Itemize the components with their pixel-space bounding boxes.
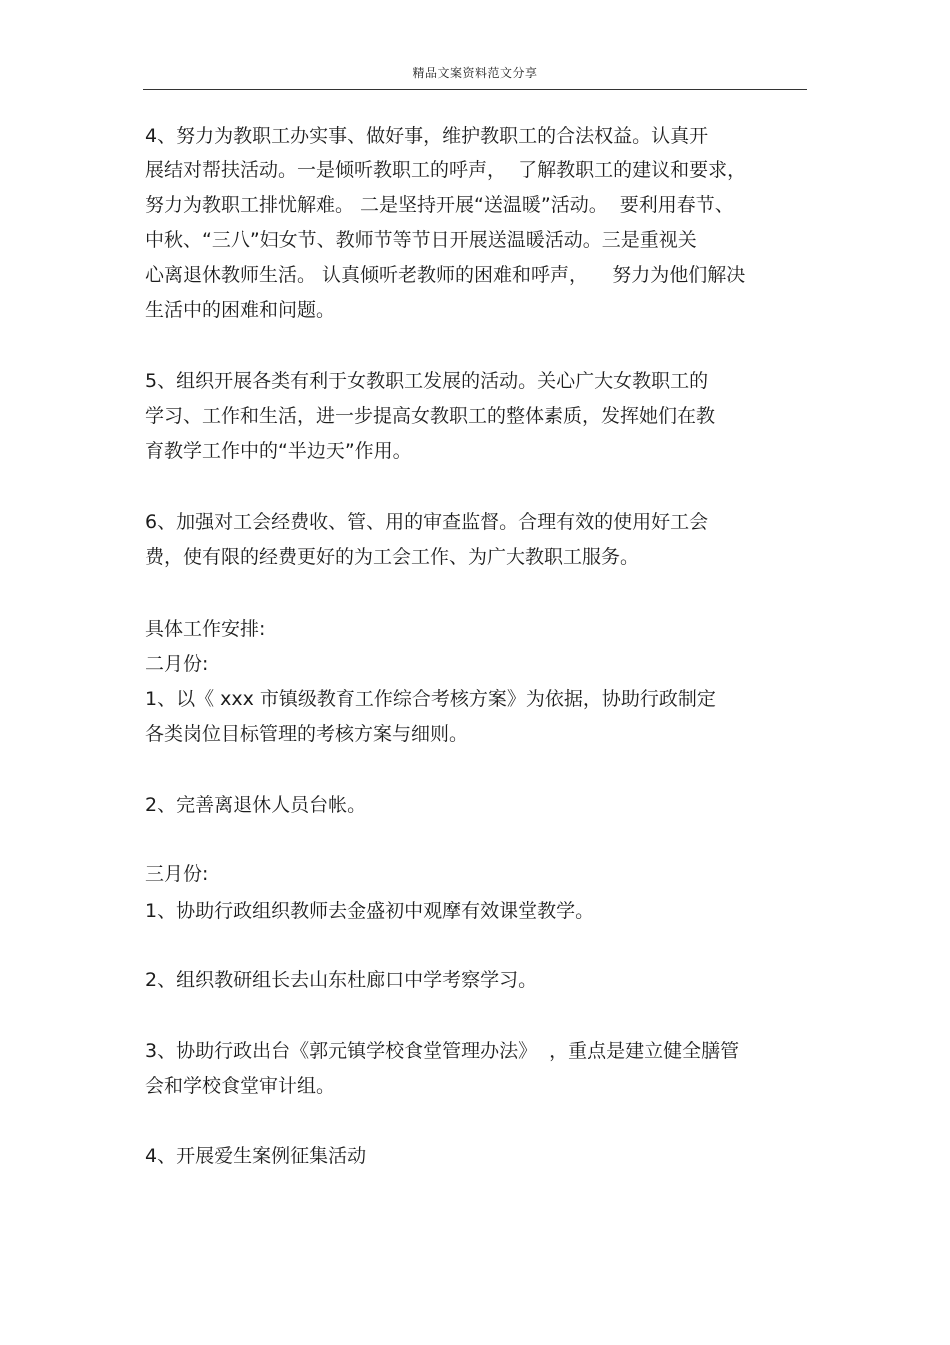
text-line: 生活中的困难和问题。 [145,299,336,321]
text-line: 各类岗位目标管理的考核方案与细则。 [145,723,469,745]
text-line: 4、开展爱生案例征集活动 [145,1145,367,1167]
text-line: 1、以《 xxx 市镇级教育工作综合考核方案》为依据，协助行政制定 [145,688,716,710]
text-line: 费，使有限的经费更好的为工会工作、为广大教职工服务。 [145,546,640,568]
month-heading: 三月份: [145,863,209,885]
text-line: 3、协助行政出台《郭元镇学校食堂管理办法》 ，重点是建立健全膳管 [145,1040,740,1062]
text-line: 5、组织开展各类有利于女教职工发展的活动。关心广大女教职工的 [145,370,709,392]
page-header-title: 精品文案资料范文分享 [412,66,538,80]
header-divider [143,89,807,90]
text-line: 1、协助行政组织教师去金盛初中观摩有效课堂教学。 [145,900,595,922]
text-line: 育教学工作中的“半边天”作用。 [145,440,412,462]
text-line: 展结对帮扶活动。一是倾听教职工的呼声， 了解教职工的建议和要求， [145,159,747,181]
text-line: 会和学校食堂审计组。 [145,1075,336,1097]
text-line: 心离退休教师生活。 认真倾听老教师的困难和呼声， 努力为他们解决 [145,264,746,286]
text-line: 中秋、“三八”妇女节、教师节等节日开展送温暖活动。三是重视关 [145,229,697,251]
text-line: 努力为教职工排忧解难。 二是坚持开展“送温暖”活动。 要利用春节、 [145,194,734,216]
month-heading: 二月份: [145,653,209,675]
text-line: 学习、工作和生活，进一步提高女教职工的整体素质，发挥她们在教 [145,405,716,427]
text-line: 2、组织教研组长去山东杜廊口中学考察学习。 [145,969,538,991]
text-line: 2、完善离退休人员台帐。 [145,794,367,816]
text-line: 4、努力为教职工办实事、做好事，维护教职工的合法权益。认真开 [145,125,709,147]
text-line: 6、加强对工会经费收、管、用的审查监督。合理有效的使用好工会 [145,511,709,533]
section-heading: 具体工作安排: [145,618,266,640]
